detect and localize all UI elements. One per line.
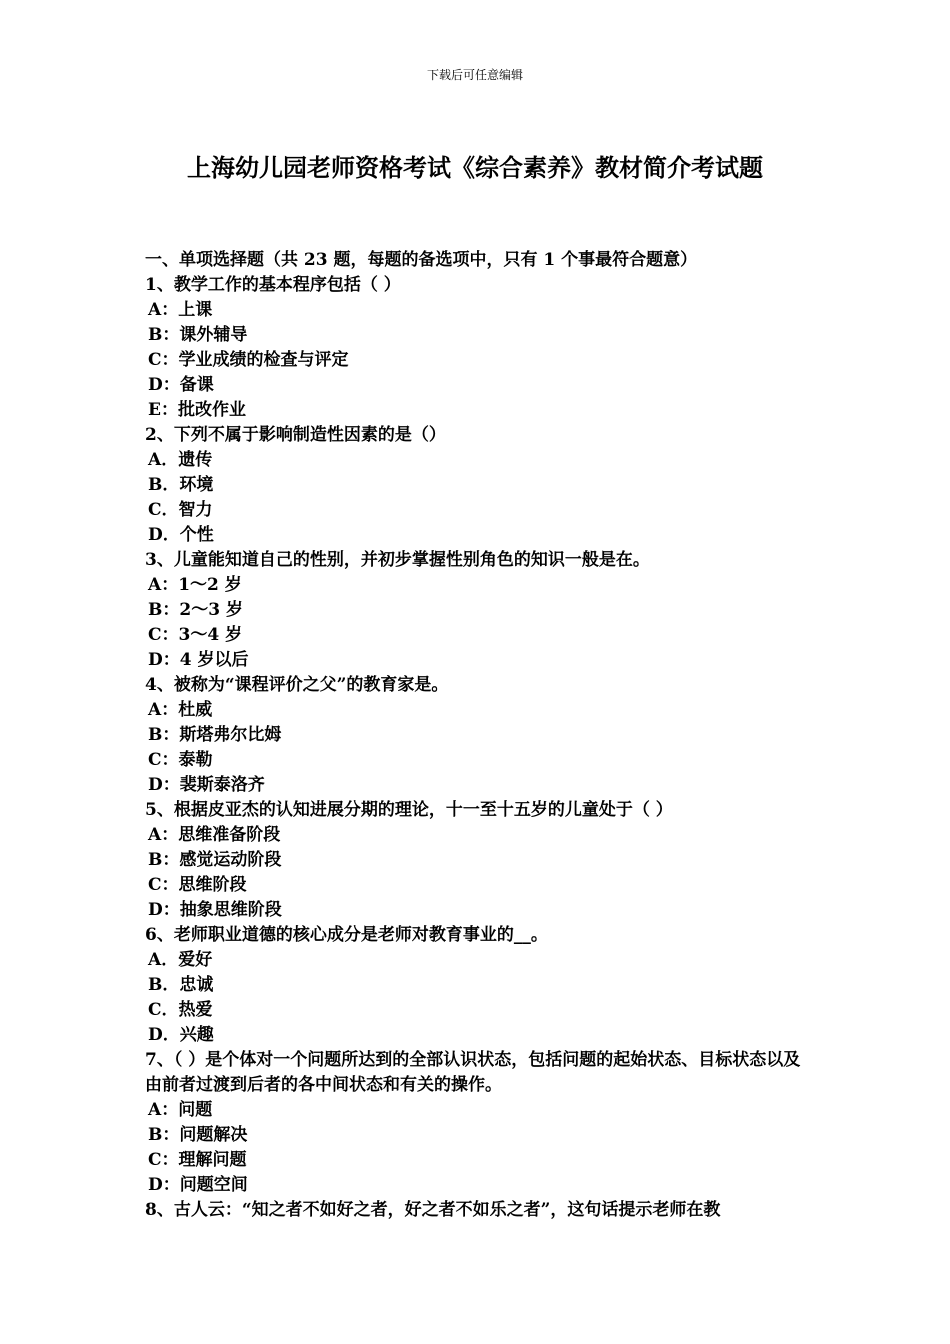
document-title: 上海幼儿园老师资格考试《综合素养》教材简介考试题 xyxy=(187,153,763,182)
answer-option: D：备课 xyxy=(148,375,214,395)
question-stem: 4、被称为“课程评价之父”的教育家是。 xyxy=(145,675,449,695)
answer-option: E：批改作业 xyxy=(148,400,246,420)
question-list xyxy=(145,273,810,1223)
question-item xyxy=(145,673,810,798)
answer-option: B：感觉运动阶段 xyxy=(148,850,282,870)
question-item xyxy=(145,1048,810,1198)
answer-option: A：思维准备阶段 xyxy=(148,825,281,845)
answer-option: B．忠诚 xyxy=(148,975,214,995)
answer-option: B：2～3 岁 xyxy=(148,600,243,620)
question-stem: 8、古人云：“知之者不如好之者，好之者不如乐之者”，这句话提示老师在教 xyxy=(145,1200,721,1220)
question-item xyxy=(145,273,810,423)
answer-option: D：裴斯泰洛齐 xyxy=(148,775,265,795)
question-stem: 1、教学工作的基本程序包括（ ） xyxy=(145,275,401,295)
answer-option: A．爱好 xyxy=(148,950,213,970)
answer-option: A：杜威 xyxy=(148,700,213,720)
question-item xyxy=(145,798,810,923)
header-note: 下载后可任意编辑 xyxy=(426,68,523,82)
question-item xyxy=(145,423,810,548)
answer-option: C：泰勒 xyxy=(148,750,213,770)
answer-option: B：问题解决 xyxy=(148,1125,248,1145)
answer-option: B：课外辅导 xyxy=(148,325,248,345)
question-stem: 6、老师职业道德的核心成分是老师对教育事业的__。 xyxy=(145,925,548,945)
answer-option: B：斯塔弗尔比姆 xyxy=(148,725,282,745)
answer-option: A．遗传 xyxy=(148,450,213,470)
answer-option: C：理解问题 xyxy=(148,1150,247,1170)
answer-option: B．环境 xyxy=(148,475,214,495)
question-stem: 2、下列不属于影响制造性因素的是（） xyxy=(145,425,446,445)
question-stem: 3、儿童能知道自己的性别，并初步掌握性别角色的知识一般是在。 xyxy=(145,550,650,570)
answer-option: C：3～4 岁 xyxy=(148,625,243,645)
question-item xyxy=(145,1198,810,1223)
answer-option: A：1～2 岁 xyxy=(148,575,242,595)
answer-option: D：抽象思维阶段 xyxy=(148,900,282,920)
question-stem: 7、（ ）是个体对一个问题所达到的全部认识状态，包括问题的起始状态、目标状态以及由前者过渡到后者的各中间状态和有关的操作。 xyxy=(145,1050,801,1095)
section-heading: 一、单项选择题（共 23 题，每题的备选项中，只有 1 个事最符合题意） xyxy=(145,250,698,270)
answer-option: D．兴趣 xyxy=(148,1025,214,1045)
question-item xyxy=(145,923,810,1048)
document-body xyxy=(145,248,810,1223)
answer-option: A：问题 xyxy=(148,1100,213,1120)
answer-option: D．个性 xyxy=(148,525,214,545)
answer-option: D：问题空间 xyxy=(148,1175,248,1195)
answer-option: C．热爱 xyxy=(148,1000,213,1020)
question-item xyxy=(145,548,810,673)
answer-option: C：学业成绩的检查与评定 xyxy=(148,350,349,370)
answer-option: D：4 岁以后 xyxy=(148,650,249,670)
answer-option: C．智力 xyxy=(148,500,213,520)
answer-option: C：思维阶段 xyxy=(148,875,247,895)
question-stem: 5、根据皮亚杰的认知进展分期的理论，十一至十五岁的儿童处于（ ） xyxy=(145,800,673,820)
answer-option: A：上课 xyxy=(148,300,213,320)
